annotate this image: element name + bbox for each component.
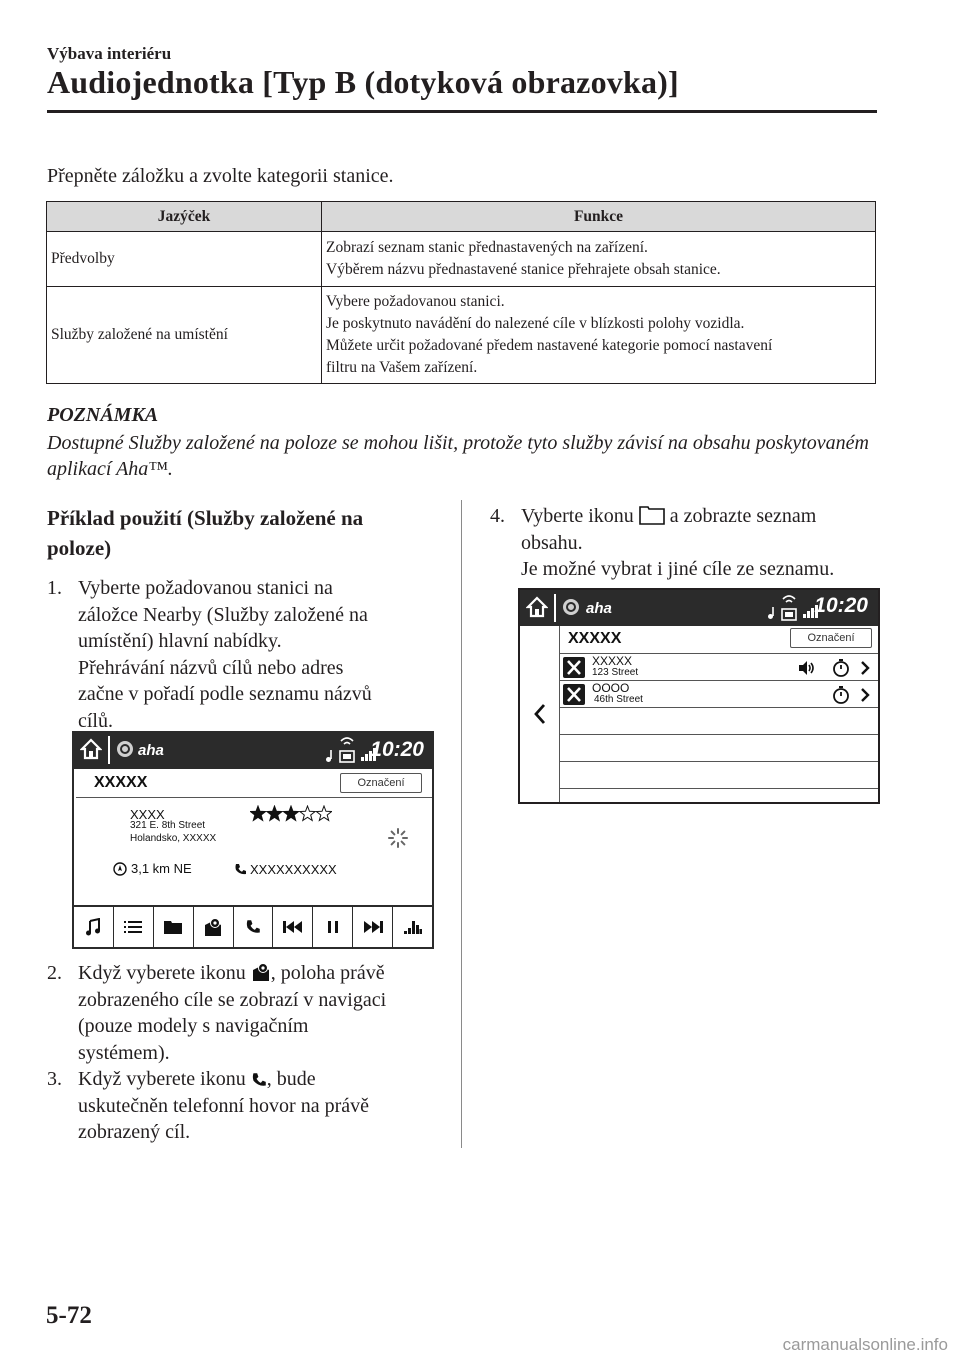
folder-button[interactable] (154, 907, 193, 947)
intro-text: Přepněte záložku a zvolte kategorii stanice. (47, 165, 394, 187)
step-line: Vyberte požadovanou stanici na (78, 577, 333, 599)
step-line: začne v pořadí podle seznamu názvů (78, 683, 372, 705)
step-line: systémem). (78, 1041, 170, 1064)
watermark: carmanualsonline.info (782, 1335, 948, 1354)
list-item-empty (560, 788, 878, 802)
list-icon (124, 920, 142, 934)
station-title: XXXXX (568, 630, 622, 647)
star-filled-icon (267, 806, 282, 820)
step-line: (pouze modely s navigačním (78, 1015, 309, 1037)
thumbnail-placeholder-icon (563, 657, 585, 678)
right-column (490, 503, 890, 583)
chevron-right-icon (860, 660, 870, 676)
place-address-1: 321 E. 8th Street (130, 820, 206, 831)
phone-icon (234, 863, 247, 876)
step-line: umístění) hlavní nabídky. (78, 630, 282, 652)
step-line: záložce Nearby (Služby založené na (78, 603, 368, 626)
pause-button[interactable] (313, 907, 352, 947)
equalizer-button[interactable] (393, 907, 432, 947)
place-address-2: Holandsko, XXXXX (130, 833, 217, 844)
step-number: 4. (490, 505, 505, 527)
step-text: a zobrazte seznam (669, 505, 817, 527)
call-button[interactable] (234, 907, 273, 947)
bookmark-button[interactable]: Označení (340, 773, 422, 793)
note-body: Dostupné Služby založené na poloze se mohou lišit, protože tyto služby závisí na obsahu poskytovaném aplikací Aha™. (47, 432, 869, 480)
function-line: Je poskytnuto navádění do nalezené cíle v blízkosti polohy vozidla. (326, 315, 745, 332)
previous-button[interactable] (273, 907, 312, 947)
note-title: POZNÁMKA (47, 404, 159, 426)
screen-status-bar (520, 590, 878, 626)
back-button[interactable] (520, 626, 560, 802)
home-icon (80, 738, 102, 760)
left-column (47, 503, 447, 734)
toolbar-buttons (74, 907, 432, 947)
skip-back-icon (283, 920, 303, 934)
steps-2-3 (47, 960, 452, 1146)
list-button[interactable] (114, 907, 153, 947)
compass-icon (113, 862, 127, 876)
step-number: 2. (47, 962, 62, 984)
star-empty-icon (316, 806, 331, 820)
step-number: 1. (47, 577, 62, 599)
clock: 10:20 (370, 738, 424, 761)
tab-function-table (46, 201, 876, 384)
title-rule (47, 110, 877, 113)
step-number: 3. (47, 1068, 62, 1090)
table-cell-function (322, 232, 876, 287)
table-cell-function (322, 287, 876, 384)
step-1 (47, 575, 447, 734)
table-header-tab: Jazýček (47, 202, 322, 232)
list-item-street: 46th Street (594, 694, 643, 705)
station-title: XXXXX (94, 774, 148, 791)
list-rows (560, 653, 878, 802)
app-name: aha (138, 742, 164, 759)
music-button[interactable] (74, 907, 113, 947)
function-line: Výběrem názvu přednastavené stanice přehrajete obsah stanice. (326, 261, 721, 278)
loading-spinner-icon (387, 827, 409, 849)
step-text: Když vyberete ikonu (78, 962, 246, 984)
title-underline (76, 797, 432, 798)
function-line: Vybere požadovanou stanici. (326, 293, 505, 310)
map-pin-icon (251, 962, 271, 982)
list-item-empty (560, 734, 878, 761)
example-heading-line: poloze) (47, 536, 112, 560)
clock: 10:20 (814, 594, 868, 617)
aha-logo-icon (116, 740, 134, 758)
step-text: , bude (266, 1068, 316, 1090)
step-text: , poloha právě (270, 962, 385, 984)
list-item[interactable] (560, 680, 878, 707)
app-name: aha (586, 600, 612, 617)
example-heading (47, 503, 447, 563)
chevron-left-icon (534, 703, 546, 725)
step-line: zobrazeného cíle se zobrazí v navigaci (78, 988, 387, 1011)
thumbnail-placeholder-icon (563, 684, 585, 705)
folder-outline-icon (639, 505, 665, 525)
home-icon (526, 596, 548, 618)
status-divider (554, 594, 556, 622)
column-divider (461, 500, 462, 1148)
table-row (47, 232, 876, 287)
list-item-empty (560, 707, 878, 734)
timer-icon (832, 686, 850, 704)
step-text: Vyberte ikonu (521, 505, 634, 527)
phone-signal-icon (780, 591, 798, 623)
function-line: filtru na Vašem zařízení. (326, 359, 478, 376)
list-item-name: XXXXX (592, 654, 633, 668)
star-filled-icon (283, 806, 298, 820)
list-item-name: OOOO (592, 681, 630, 695)
screen-status-bar (72, 731, 434, 769)
step-line: uskutečněn telefonní hovor na právě (78, 1094, 370, 1117)
phone-signal-icon (338, 733, 356, 765)
step-2 (47, 960, 452, 1066)
music-note-icon (766, 606, 776, 620)
list-item-street: 123 Street (592, 667, 639, 678)
step-line: obsahu. (521, 531, 583, 554)
section-label: Výbava interiéru (47, 44, 172, 63)
function-line: Můžete určit požadované předem nastavené kategorie pomocí nastavení (326, 337, 773, 354)
rating-stars (250, 805, 332, 823)
skip-forward-icon (363, 920, 383, 934)
table-cell-tab: Služby založené na umístění (47, 287, 322, 384)
star-filled-icon (250, 806, 265, 820)
screen-nearby-detail (72, 731, 434, 949)
function-line: Zobrazí seznam stanic přednastavených na zařízení. (326, 239, 648, 256)
speaker-icon (798, 660, 816, 676)
next-button[interactable] (353, 907, 392, 947)
screen-toolbar (72, 905, 434, 949)
table-row (47, 287, 876, 384)
timer-icon (832, 659, 850, 677)
bookmark-button[interactable]: Označení (790, 628, 872, 648)
chevron-right-icon (860, 687, 870, 703)
phone-icon (251, 1072, 267, 1088)
status-divider (108, 736, 110, 764)
page-number: 5-72 (46, 1302, 92, 1329)
folder-icon (164, 920, 182, 934)
chapter-title: Audiojednotka [Typ B (dotyková obrazovka)] (47, 64, 679, 100)
phone-number: XXXXXXXXXX (250, 862, 337, 877)
screen-content-list (518, 588, 880, 804)
table-cell-tab: Předvolby (47, 232, 322, 287)
navigation-button[interactable] (194, 907, 233, 947)
music-icon (85, 918, 101, 936)
equalizer-icon (404, 919, 422, 935)
table-header-function: Funkce (322, 202, 876, 232)
example-heading-line: Příklad použití (Služby založené na (47, 506, 364, 530)
aha-logo-icon (562, 598, 580, 616)
step-line: zobrazený cíl. (78, 1121, 191, 1143)
music-note-icon (324, 749, 334, 763)
map-pin-icon (203, 917, 223, 937)
distance: 3,1 km NE (131, 861, 192, 876)
phone-icon (245, 919, 261, 935)
step-text: Když vyberete ikonu (78, 1068, 246, 1090)
place-name: XXXX (130, 807, 165, 822)
screen-content (72, 769, 434, 907)
step-line: Přehrávání názvů cílů nebo adres (78, 656, 344, 679)
pause-icon (327, 920, 339, 934)
star-empty-icon (300, 806, 315, 820)
list-item[interactable] (560, 653, 878, 680)
step-4 (490, 503, 890, 583)
step-line: Je možné vybrat i jiné cíle ze seznamu. (521, 558, 835, 580)
step-line: cílů. (78, 709, 113, 732)
list-item-empty (560, 761, 878, 788)
step-3 (47, 1066, 452, 1146)
